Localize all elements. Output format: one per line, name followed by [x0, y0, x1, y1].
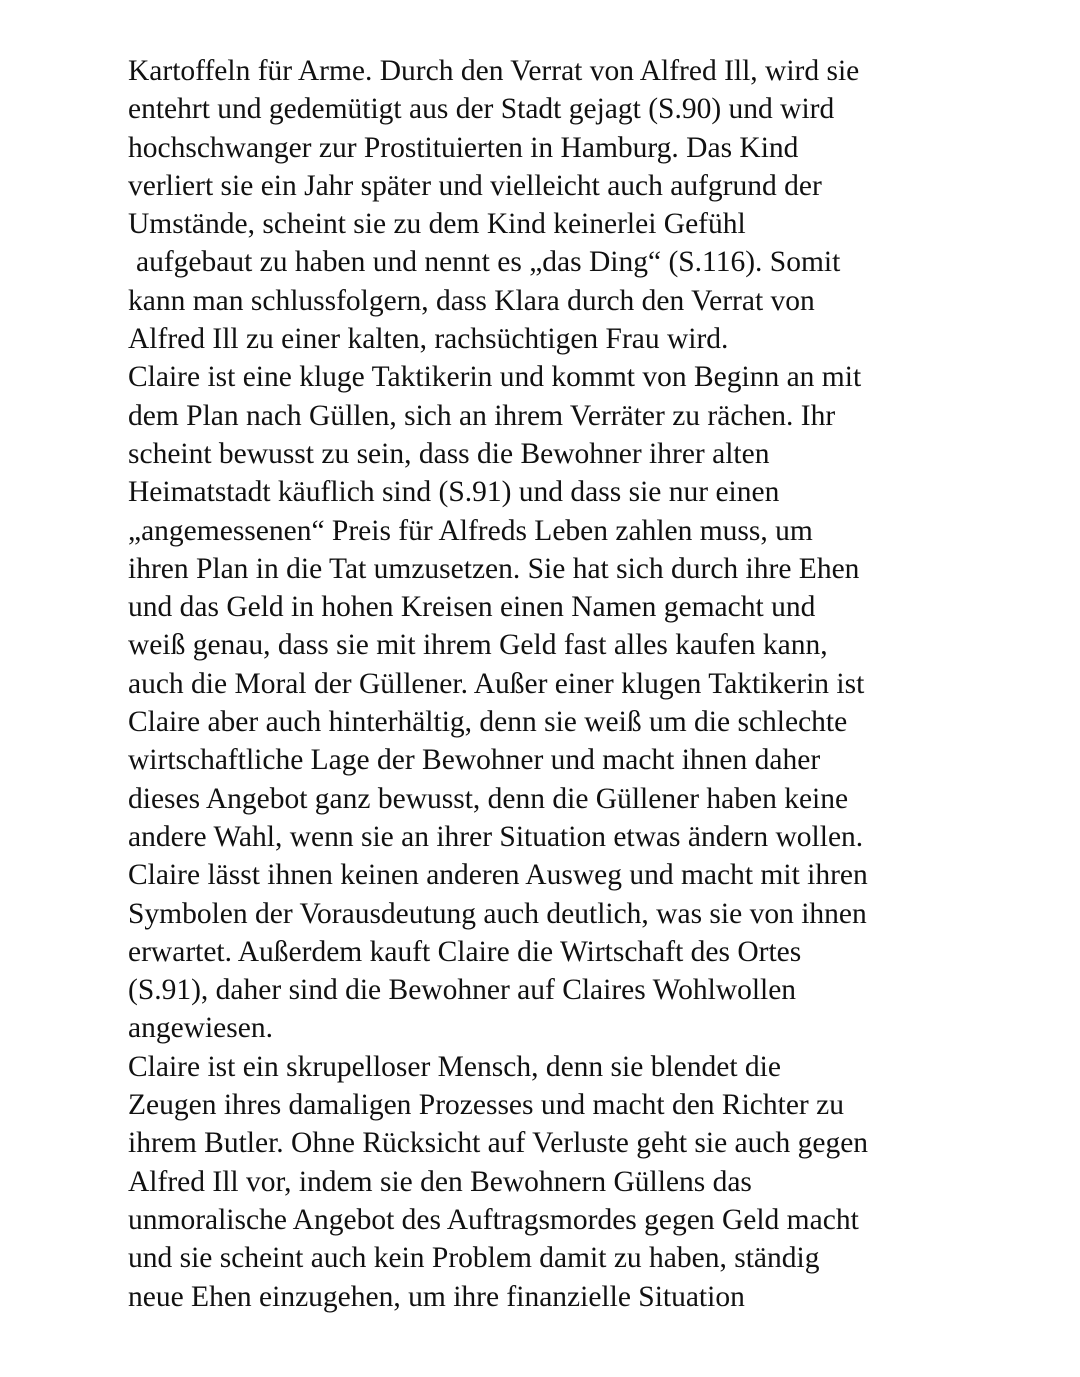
body-text — [128, 52, 1028, 1316]
text-line: wirtschaftliche Lage der Bewohner und macht ihnen daher — [128, 744, 821, 777]
text-line: angewiesen. — [128, 1012, 273, 1045]
text-line: und sie scheint auch kein Problem damit zu haben, ständig — [128, 1242, 820, 1275]
text-line: verliert sie ein Jahr später und vielleicht auch aufgrund der — [128, 169, 822, 202]
text-line: Umstände, scheint sie zu dem Kind keinerlei Gefühl — [128, 208, 746, 241]
text-line: (S.91), daher sind die Bewohner auf Claires Wohlwollen — [128, 974, 797, 1007]
text-line: Kartoffeln für Arme. Durch den Verrat von Alfred Ill, wird sie — [128, 55, 860, 87]
text-line: Heimatstadt käuflich sind (S.91) und dass sie nur einen — [128, 476, 780, 509]
text-line: erwartet. Außerdem kauft Claire die Wirtschaft des Ortes — [128, 935, 802, 968]
text-line: weiß genau, dass sie mit ihrem Geld fast alles kaufen kann, — [128, 629, 828, 662]
text-line: Alfred Ill zu einer kalten, rachsüchtigen Frau wird. — [128, 323, 729, 356]
text-line: Alfred Ill vor, indem sie den Bewohnern Güllens das — [128, 1165, 752, 1198]
text-line: Claire aber auch hinterhältig, denn sie weiß um die schlechte — [128, 706, 848, 739]
text-line: „angemessenen“ Preis für Alfreds Leben zahlen muss, um — [128, 514, 813, 547]
text-line: Claire lässt ihnen keinen anderen Ausweg und macht mit ihren — [128, 859, 868, 892]
text-line: aufgebaut zu haben und nennt es „das Ding“ (S.116). Somit — [136, 246, 841, 279]
text-line: neue Ehen einzugehen, um ihre finanzielle Situation — [128, 1280, 745, 1313]
text-line: dem Plan nach Güllen, sich an ihrem Verräter zu rächen. Ihr — [128, 399, 836, 432]
text-line: kann man schlussfolgern, dass Klara durch den Verrat von — [128, 284, 815, 317]
text-line: Symbolen der Vorausdeutung auch deutlich, was sie von ihnen — [128, 897, 867, 930]
text-line: Zeugen ihres damaligen Prozesses und macht den Richter zu — [128, 1089, 844, 1122]
text-line: Claire ist ein skrupelloser Mensch, denn sie blendet die — [128, 1050, 781, 1083]
text-line: ihrem Butler. Ohne Rücksicht auf Verluste geht sie auch gegen — [128, 1127, 869, 1160]
text-line: unmoralische Angebot des Auftragsmordes gegen Geld macht — [128, 1203, 859, 1236]
text-line: hochschwanger zur Prostituierten in Hamburg. Das Kind — [128, 131, 799, 164]
text-line: und das Geld in hohen Kreisen einen Namen gemacht und — [128, 591, 816, 624]
text-line: scheint bewusst zu sein, dass die Bewohner ihrer alten — [128, 437, 770, 470]
text-line: auch die Moral der Güllener. Außer einer klugen Taktikerin ist — [128, 667, 865, 700]
text-line: ihren Plan in die Tat umzusetzen. Sie hat sich durch ihre Ehen — [128, 552, 860, 585]
text-line: dieses Angebot ganz bewusst, denn die Güllener haben keine — [128, 782, 849, 815]
text-line: andere Wahl, wenn sie an ihrer Situation etwas ändern wollen. — [128, 820, 864, 853]
text-line: Claire ist eine kluge Taktikerin und kommt von Beginn an mit — [128, 361, 862, 394]
text-line: entehrt und gedemütigt aus der Stadt gejagt (S.90) und wird — [128, 93, 835, 126]
